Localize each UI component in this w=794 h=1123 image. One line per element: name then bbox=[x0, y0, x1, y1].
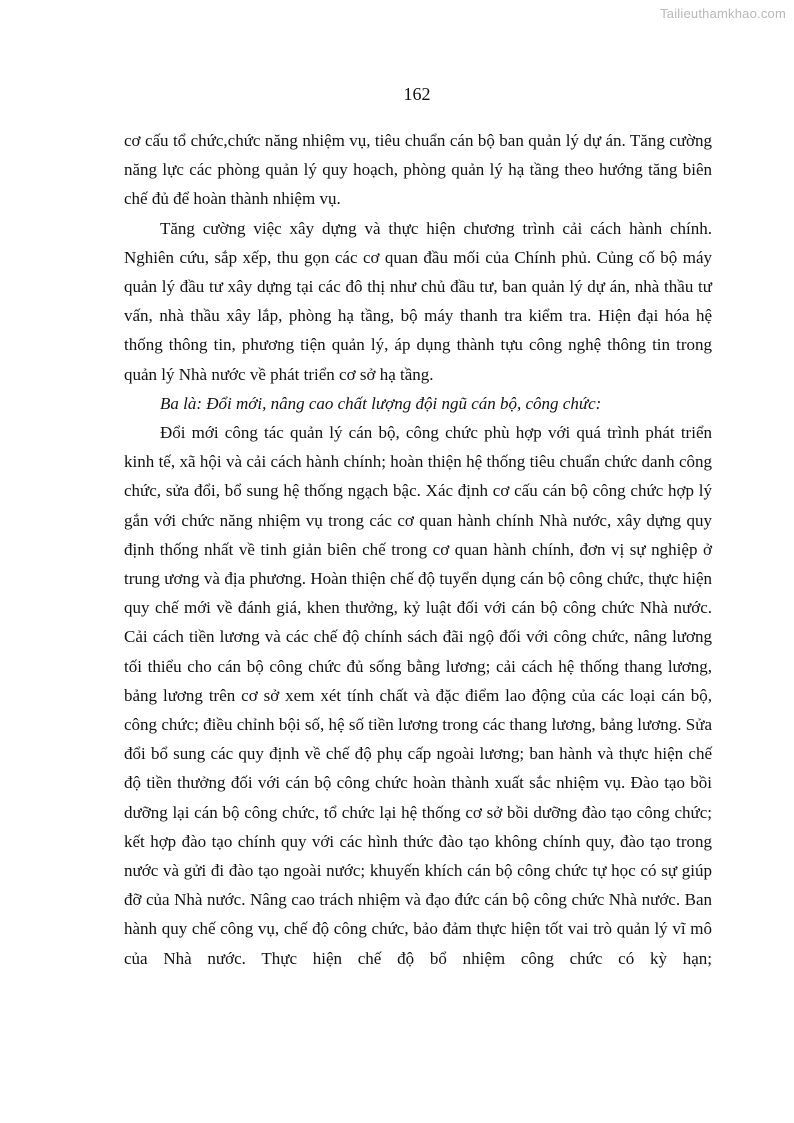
paragraph-administrative-reform: Tăng cường việc xây dựng và thực hiện chương trình cải cách hành chính. Nghiên cứu, sắp xếp, thu gọn các cơ quan đầu mối của Chính phủ. Củng cố bộ máy quản lý đầu tư xây dựng tại các đô thị như chủ đầu tư, ban quản lý dự án, nhà thầu tư vấn, nhà thầu xây lắp, phòng hạ tầng, bộ máy thanh tra kiểm tra. Hiện đại hóa hệ thống thông tin, phương tiện quản lý, áp dụng thành tựu công nghệ thông tin trong quản lý Nhà nước về phát triển cơ sở hạ tầng. bbox=[124, 218, 712, 384]
paragraph-civil-servants: Đổi mới công tác quản lý cán bộ, công chức phù hợp với quá trình phát triển kinh tế, xã hội và cải cách hành chính; hoàn thiện hệ thống tiêu chuẩn chức danh công chức, sửa đổi, bổ sung hệ thống ngạch bậc. Xác định cơ cấu cán bộ công chức hợp lý gắn với chức năng nhiệm vụ trong các cơ quan hành chính Nhà nước, xây dựng quy định thống nhất về tinh giản biên chế trong cơ quan hành chính, đơn vị sự nghiệp ở trung ương và địa phương. Hoàn thiện chế độ tuyển dụng cán bộ công chức, thực hiện quy chế mới về đánh giá, khen thưởng, kỷ luật đối với cán bộ công chức Nhà nước. Cải cách tiền lương và các chế độ chính sách đãi ngộ đối với công chức, nâng lương tối thiểu cho cán bộ công chức đủ sống bằng lương; cải cách hệ thống thang lương, bảng lương trên cơ sở xem xét tính chất và đặc điểm lao động của các loại cán bộ, công chức; điều chỉnh bội số, hệ số tiền lương trong các thang lương, bảng lương. Sửa đổi bổ sung các quy định về chế độ phụ cấp ngoài lương; ban hành và thực hiện chế độ tiền thưởng đối với cán bộ công chức hoàn thành xuất sắc nhiệm vụ. Đào tạo bồi dưỡng lại cán bộ công chức, tổ chức lại hệ thống cơ sở bồi dưỡng đào tạo công chức; kết hợp đào tạo chính quy với các hình thức đào tạo không chính quy, đào tạo trong nước và gửi đi đào tạo ngoài nước; khuyến khích cán bộ công chức tự học có sự giúp đỡ của Nhà nước. Nâng cao trách nhiệm và đạo đức cán bộ công chức Nhà nước. Ban hành quy chế công vụ, chế độ công chức, bảo đảm thực hiện tốt vai trò quản lý vĩ mô của Nhà nước. Thực hiện chế độ bổ nhiệm công chức có kỳ hạn; bbox=[124, 423, 712, 968]
paragraph-continuation: cơ cấu tổ chức,chức năng nhiệm vụ, tiêu chuẩn cán bộ ban quản lý dự án. Tăng cường năng lực các phòng quản lý quy hoạch, phòng quản lý hạ tầng theo hướng tăng biên chế đủ để hoàn thành nhiệm vụ. bbox=[124, 131, 712, 209]
watermark-text: Tailieuthamkhao.com bbox=[660, 6, 786, 21]
document-body bbox=[124, 126, 712, 973]
page-number: 162 bbox=[403, 84, 431, 104]
section-heading-ba-la: Ba là: Đổi mới, nâng cao chất lượng đội ngũ cán bộ, công chức: bbox=[160, 393, 602, 413]
